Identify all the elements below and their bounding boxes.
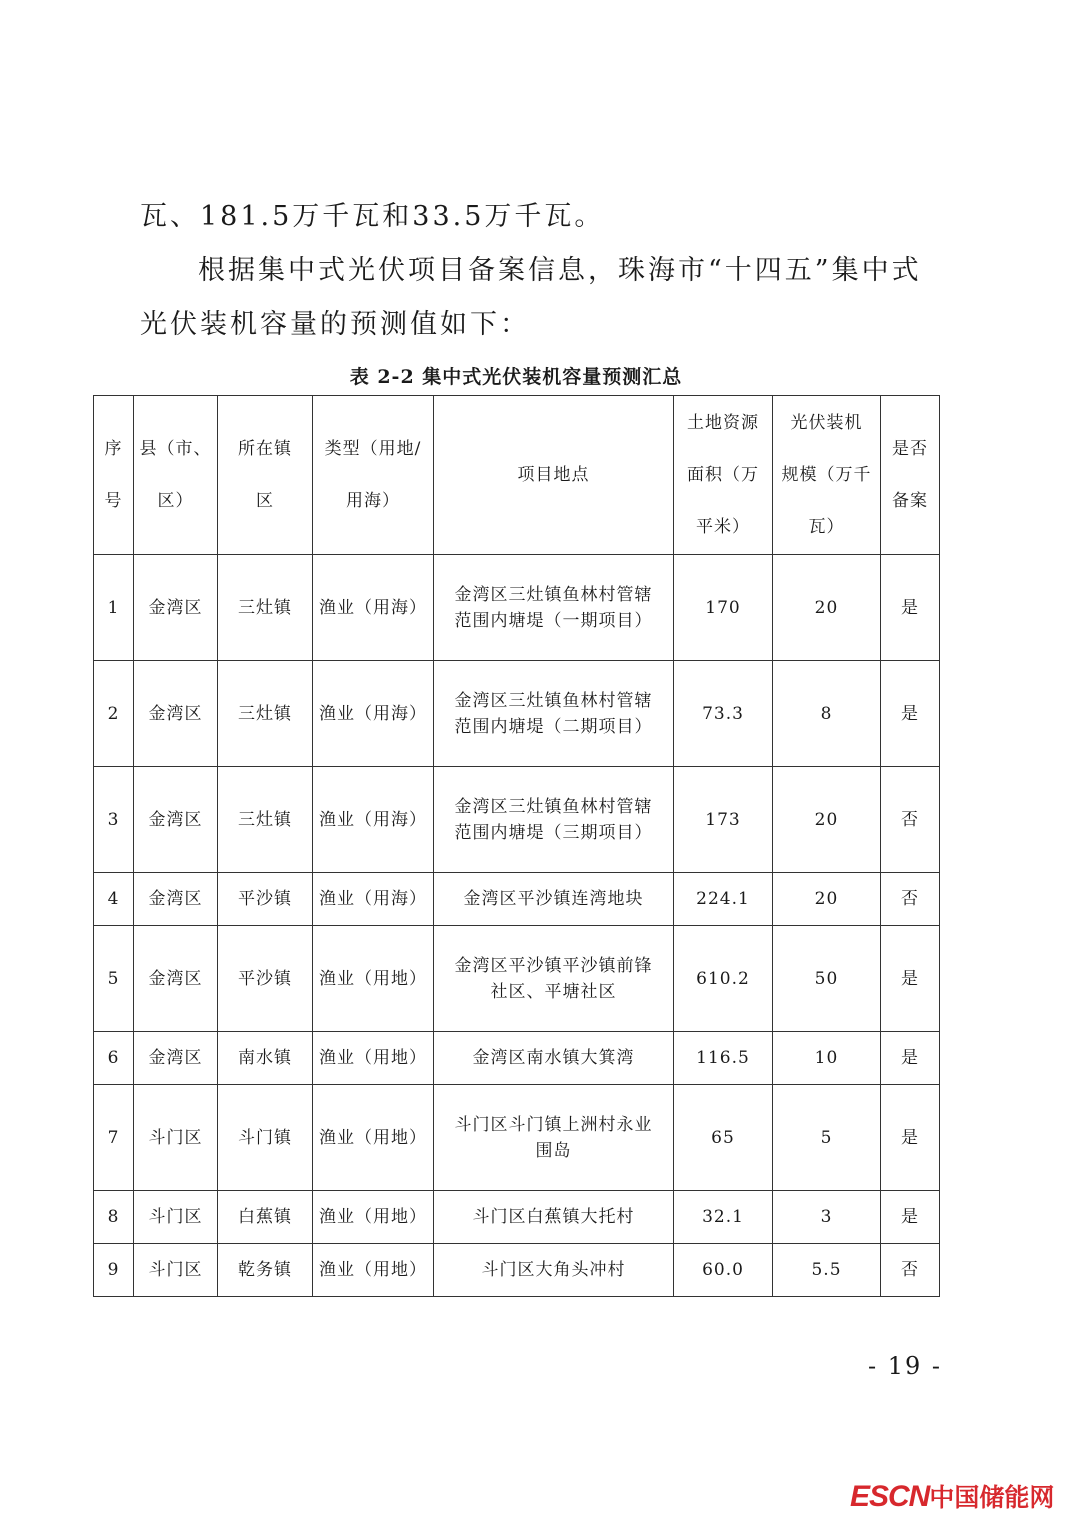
- cell-area: 65: [674, 1085, 773, 1191]
- header-town: 所在镇 区: [218, 396, 313, 555]
- header-location: 项目地点: [434, 396, 674, 555]
- cell-capacity: 20: [773, 555, 881, 661]
- cell-filed: 否: [881, 873, 940, 926]
- logo-latin-text: ESCN: [850, 1480, 930, 1513]
- cell-town: 南水镇: [218, 1032, 313, 1085]
- cell-filed: 否: [881, 1244, 940, 1297]
- cell-location: 斗门区大角头冲村: [434, 1244, 674, 1297]
- cell-county: 斗门区: [134, 1085, 218, 1191]
- cell-type: 渔业（用海）: [313, 661, 434, 767]
- cell-location: 金湾区三灶镇鱼林村管辖 范围内塘堤（一期项目）: [434, 555, 674, 661]
- cell-type: 渔业（用地）: [313, 1244, 434, 1297]
- table-row: [94, 767, 940, 873]
- cell-county: 斗门区: [134, 1191, 218, 1244]
- header-capacity: 光伏装机 规模（万千 瓦）: [773, 396, 881, 555]
- cell-seq: 8: [94, 1191, 134, 1244]
- cell-capacity: 3: [773, 1191, 881, 1244]
- cell-type: 渔业（用海）: [313, 767, 434, 873]
- cell-seq: 9: [94, 1244, 134, 1297]
- cell-seq: 3: [94, 767, 134, 873]
- cell-county: 斗门区: [134, 1244, 218, 1297]
- table-row: [94, 1085, 940, 1191]
- cell-county: 金湾区: [134, 661, 218, 767]
- cell-location: 金湾区平沙镇连湾地块: [434, 873, 674, 926]
- table-row: [94, 873, 940, 926]
- cell-county: 金湾区: [134, 926, 218, 1032]
- cell-filed: 是: [881, 926, 940, 1032]
- cell-capacity: 20: [773, 873, 881, 926]
- header-seq: 序 号: [94, 396, 134, 555]
- cell-area: 60.0: [674, 1244, 773, 1297]
- table-row: [94, 1244, 940, 1297]
- cell-seq: 6: [94, 1032, 134, 1085]
- cell-town: 乾务镇: [218, 1244, 313, 1297]
- cell-type: 渔业（用地）: [313, 1191, 434, 1244]
- cell-county: 金湾区: [134, 873, 218, 926]
- page-number: - 19 -: [867, 1352, 942, 1380]
- cell-location: 金湾区平沙镇平沙镇前锋 社区、平塘社区: [434, 926, 674, 1032]
- table-row: [94, 1032, 940, 1085]
- table-row: [94, 1191, 940, 1244]
- table-row: [94, 926, 940, 1032]
- cell-seq: 4: [94, 873, 134, 926]
- cell-town: 三灶镇: [218, 555, 313, 661]
- cell-capacity: 50: [773, 926, 881, 1032]
- cell-filed: 是: [881, 1085, 940, 1191]
- cell-type: 渔业（用海）: [313, 555, 434, 661]
- cell-capacity: 10: [773, 1032, 881, 1085]
- cell-town: 三灶镇: [218, 767, 313, 873]
- cell-area: 73.3: [674, 661, 773, 767]
- cell-county: 金湾区: [134, 555, 218, 661]
- cell-area: 173: [674, 767, 773, 873]
- cell-filed: 是: [881, 555, 940, 661]
- cell-capacity: 8: [773, 661, 881, 767]
- cell-location: 金湾区三灶镇鱼林村管辖 范围内塘堤（三期项目）: [434, 767, 674, 873]
- cell-type: 渔业（用地）: [313, 926, 434, 1032]
- cell-seq: 7: [94, 1085, 134, 1191]
- table-header-row: [94, 396, 940, 555]
- escn-logo: [850, 1478, 1070, 1514]
- cell-area: 116.5: [674, 1032, 773, 1085]
- cell-county: 金湾区: [134, 1032, 218, 1085]
- cell-seq: 2: [94, 661, 134, 767]
- cell-town: 平沙镇: [218, 873, 313, 926]
- cell-town: 三灶镇: [218, 661, 313, 767]
- cell-capacity: 20: [773, 767, 881, 873]
- cell-filed: 是: [881, 661, 940, 767]
- cell-filed: 否: [881, 767, 940, 873]
- cell-town: 斗门镇: [218, 1085, 313, 1191]
- cell-seq: 5: [94, 926, 134, 1032]
- cell-area: 170: [674, 555, 773, 661]
- capacity-forecast-table: [93, 395, 940, 1297]
- cell-capacity: 5: [773, 1085, 881, 1191]
- header-filed: 是否 备案: [881, 396, 940, 555]
- table-caption: 表 2-2 集中式光伏装机容量预测汇总: [349, 366, 683, 388]
- cell-town: 白蕉镇: [218, 1191, 313, 1244]
- cell-area: 224.1: [674, 873, 773, 926]
- cell-town: 平沙镇: [218, 926, 313, 1032]
- cell-filed: 是: [881, 1191, 940, 1244]
- cell-seq: 1: [94, 555, 134, 661]
- cell-type: 渔业（用地）: [313, 1032, 434, 1085]
- table-row: [94, 661, 940, 767]
- cell-type: 渔业（用海）: [313, 873, 434, 926]
- table-row: [94, 555, 940, 661]
- cell-capacity: 5.5: [773, 1244, 881, 1297]
- cell-location: 斗门区斗门镇上洲村永业 围岛: [434, 1085, 674, 1191]
- header-county: 县（市、 区）: [134, 396, 218, 555]
- cell-county: 金湾区: [134, 767, 218, 873]
- cell-filed: 是: [881, 1032, 940, 1085]
- body-paragraph: 根据集中式光伏项目备案信息，珠海市“十四五”集中式光伏装机容量的预测值如下：: [140, 255, 922, 340]
- cell-location: 金湾区南水镇大箕湾: [434, 1032, 674, 1085]
- logo-cjk-text: 中国储能网: [929, 1484, 1055, 1512]
- cell-area: 32.1: [674, 1191, 773, 1244]
- header-type: 类型（用地/ 用海）: [313, 396, 434, 555]
- cell-location: 斗门区白蕉镇大托村: [434, 1191, 674, 1244]
- header-area: 土地资源 面积（万 平米）: [674, 396, 773, 555]
- cell-location: 金湾区三灶镇鱼林村管辖 范围内塘堤（二期项目）: [434, 661, 674, 767]
- cell-type: 渔业（用地）: [313, 1085, 434, 1191]
- cell-area: 610.2: [674, 926, 773, 1032]
- continued-text-line: 瓦、181.5万千瓦和33.5万千瓦。: [140, 201, 605, 232]
